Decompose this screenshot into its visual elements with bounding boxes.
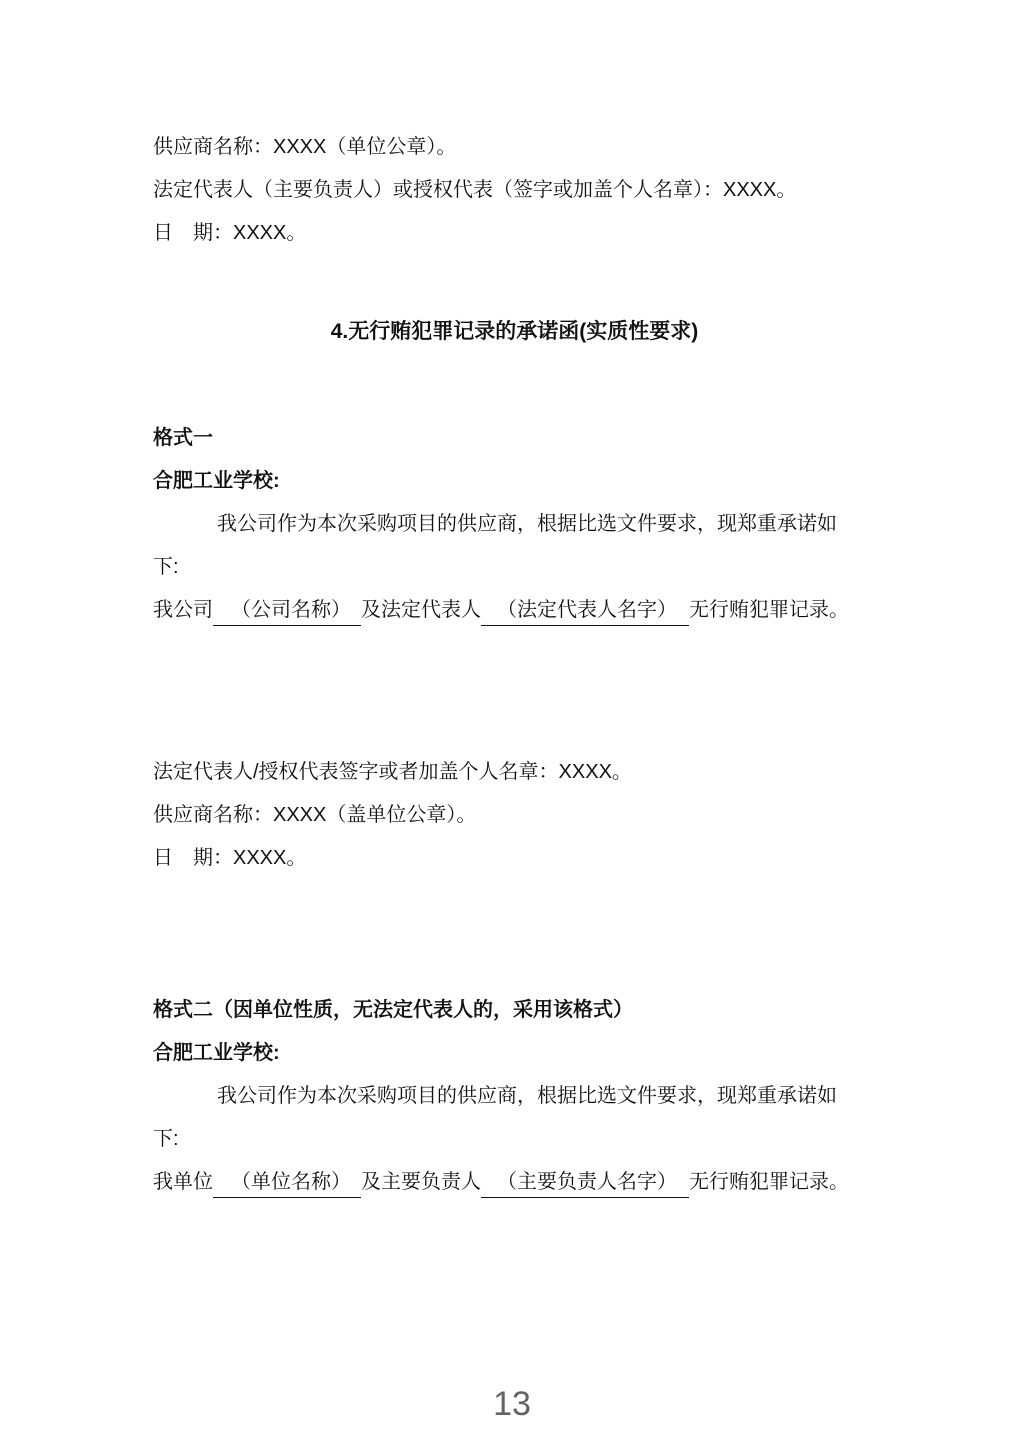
declaration-mid-text: 及法定代表人: [361, 599, 481, 621]
format1-salutation: 合肥工业学校:: [153, 470, 280, 492]
declaration-post-text: 无行贿犯罪记录。: [689, 599, 849, 621]
top-signature-block: [153, 126, 876, 255]
format1-paragraph-line1: 我公司作为本次采购项目的供应商，根据比选文件要求，现郑重承诺如: [217, 513, 837, 535]
format2-section: [153, 989, 876, 1204]
format1-heading: 格式一: [153, 427, 213, 449]
format2-heading: 格式二（因单位性质，无法定代表人的，采用该格式）: [153, 999, 633, 1021]
declaration-post-text: 无行贿犯罪记录。: [689, 1171, 849, 1193]
format1-sign-line1: 法定代表人/授权代表签字或者加盖个人名章：XXXX。: [153, 761, 632, 783]
legal-rep-name-blank: （法定代表人名字）: [481, 595, 689, 626]
declaration-mid-text: 及主要负责人: [361, 1171, 481, 1193]
section-title: 4.无行贿犯罪记录的承诺函(实质性要求): [330, 320, 699, 343]
declaration-pre-text: 我单位: [153, 1171, 213, 1193]
format1-sign-line2: 供应商名称：XXXX（盖单位公章）。: [153, 804, 477, 826]
format2-declaration-line: [153, 1161, 876, 1204]
format1-section: [153, 417, 876, 880]
supplier-name-line: 供应商名称：XXXX（单位公章）。: [153, 136, 457, 158]
format2-salutation: 合肥工业学校:: [153, 1042, 280, 1064]
unit-name-blank: （单位名称）: [213, 1167, 361, 1198]
format2-paragraph-line2: 下:: [153, 1128, 179, 1150]
date-line: 日 期：XXXX。: [153, 222, 307, 244]
company-name-blank: （公司名称）: [213, 595, 361, 626]
page-number: 13: [493, 1385, 531, 1423]
format2-paragraph-line1: 我公司作为本次采购项目的供应商，根据比选文件要求，现郑重承诺如: [217, 1085, 837, 1107]
principal-name-blank: （主要负责人名字）: [481, 1167, 689, 1198]
format1-sign-line3: 日 期：XXXX。: [153, 847, 307, 869]
format1-declaration-line: [153, 589, 876, 632]
declaration-pre-text: 我公司: [153, 599, 213, 621]
format1-paragraph-line2: 下:: [153, 556, 179, 578]
legal-representative-line: 法定代表人（主要负责人）或授权代表（签字或加盖个人名章）：XXXX。: [153, 179, 797, 201]
